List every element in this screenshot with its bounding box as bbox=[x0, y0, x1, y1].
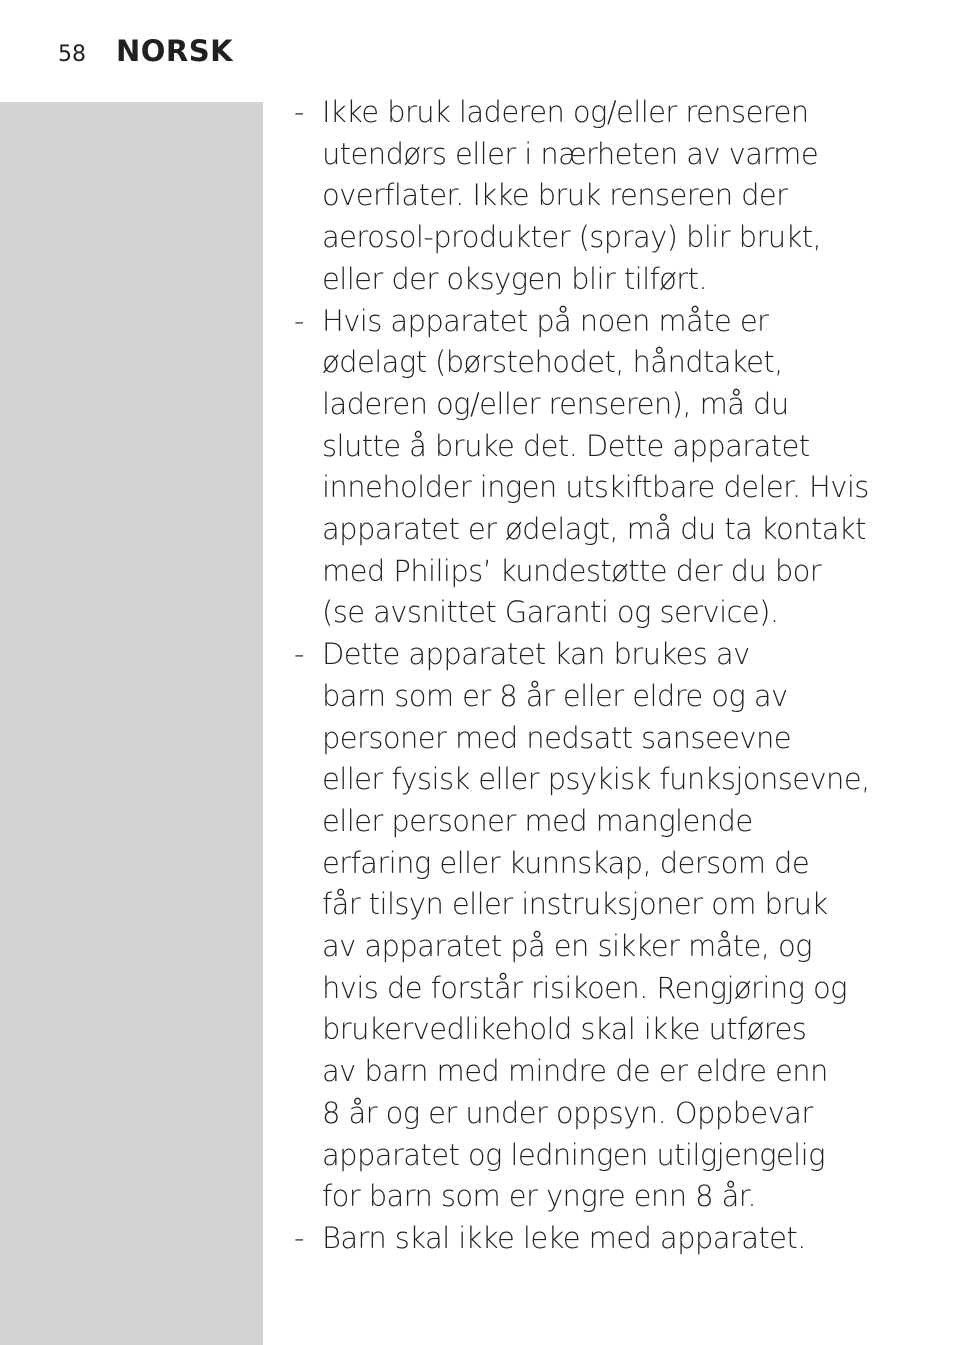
text-line: av barn med mindre de er eldre enn bbox=[322, 1054, 828, 1089]
text-line: barn som er 8 år eller eldre og av bbox=[322, 678, 788, 713]
text-line: slutte å bruke det. Dette apparatet bbox=[322, 428, 810, 463]
text-line: får tilsyn eller instruksjoner om bruk bbox=[322, 887, 828, 922]
bullet-dash: - bbox=[294, 95, 304, 129]
list-item bbox=[294, 634, 934, 1218]
text-line: aerosol-produkter (spray) blir brukt, bbox=[322, 220, 822, 255]
text-line: personer med nedsatt sanseevne bbox=[322, 720, 792, 755]
page-number: 58 bbox=[58, 42, 86, 67]
text-line: inneholder ingen utskiftbare deler. Hvis bbox=[322, 470, 869, 505]
list-item bbox=[294, 92, 934, 301]
text-line: laderen og/eller renseren), må du bbox=[322, 386, 789, 421]
bullet-dash: - bbox=[294, 303, 304, 338]
text-line: Hvis apparatet på noen måte er bbox=[322, 303, 769, 338]
bullet-dash: - bbox=[294, 637, 304, 672]
bullet-dash: - bbox=[294, 1220, 304, 1255]
text-line: brukervedlikehold skal ikke utføres bbox=[322, 1012, 807, 1047]
text-line: hvis de forstår risikoen. Rengjøring og bbox=[322, 970, 847, 1005]
text-line: for barn som er yngre enn 8 år. bbox=[322, 1179, 757, 1214]
text-line: utendørs eller i nærheten av varme bbox=[322, 136, 819, 171]
list-item bbox=[294, 301, 934, 635]
text-line: (se avsnittet Garanti og service). bbox=[322, 595, 779, 630]
text-line: med Philips’ kundestøtte der du bor bbox=[322, 553, 822, 588]
text-line: overflater. Ikke bruk renseren der bbox=[322, 178, 788, 213]
text-line: eller fysisk eller psykisk funksjonsevne, bbox=[322, 762, 870, 797]
list-item-text bbox=[322, 301, 869, 635]
list-item-text bbox=[322, 92, 821, 301]
text-line: eller der oksygen blir tilført. bbox=[322, 261, 707, 296]
text-line: Ikke bruk laderen og/eller renseren bbox=[322, 95, 809, 129]
text-line: apparatet og ledningen utilgjengelig bbox=[322, 1137, 825, 1172]
text-line: 8 år og er under oppsyn. Oppbevar bbox=[322, 1095, 813, 1130]
text-line: av apparatet på en sikker måte, og bbox=[322, 929, 812, 964]
page-header bbox=[58, 34, 233, 74]
list-item-text bbox=[322, 634, 870, 1218]
text-line: erfaring eller kunnskap, dersom de bbox=[322, 845, 810, 880]
text-line: Barn skal ikke leke med apparatet. bbox=[322, 1220, 806, 1255]
safety-warning-list bbox=[294, 92, 934, 1260]
text-line: apparatet er ødelagt, må du ta kontakt bbox=[322, 512, 866, 547]
section-title: NORSK bbox=[116, 34, 234, 68]
list-item bbox=[294, 1218, 934, 1260]
text-line: ødelagt (børstehodet, håndtaket, bbox=[322, 345, 783, 380]
text-line: Dette apparatet kan brukes av bbox=[322, 637, 750, 672]
gray-margin-sidebar bbox=[0, 102, 263, 1345]
text-line: eller personer med manglende bbox=[322, 803, 753, 838]
list-item-text bbox=[322, 1218, 806, 1260]
